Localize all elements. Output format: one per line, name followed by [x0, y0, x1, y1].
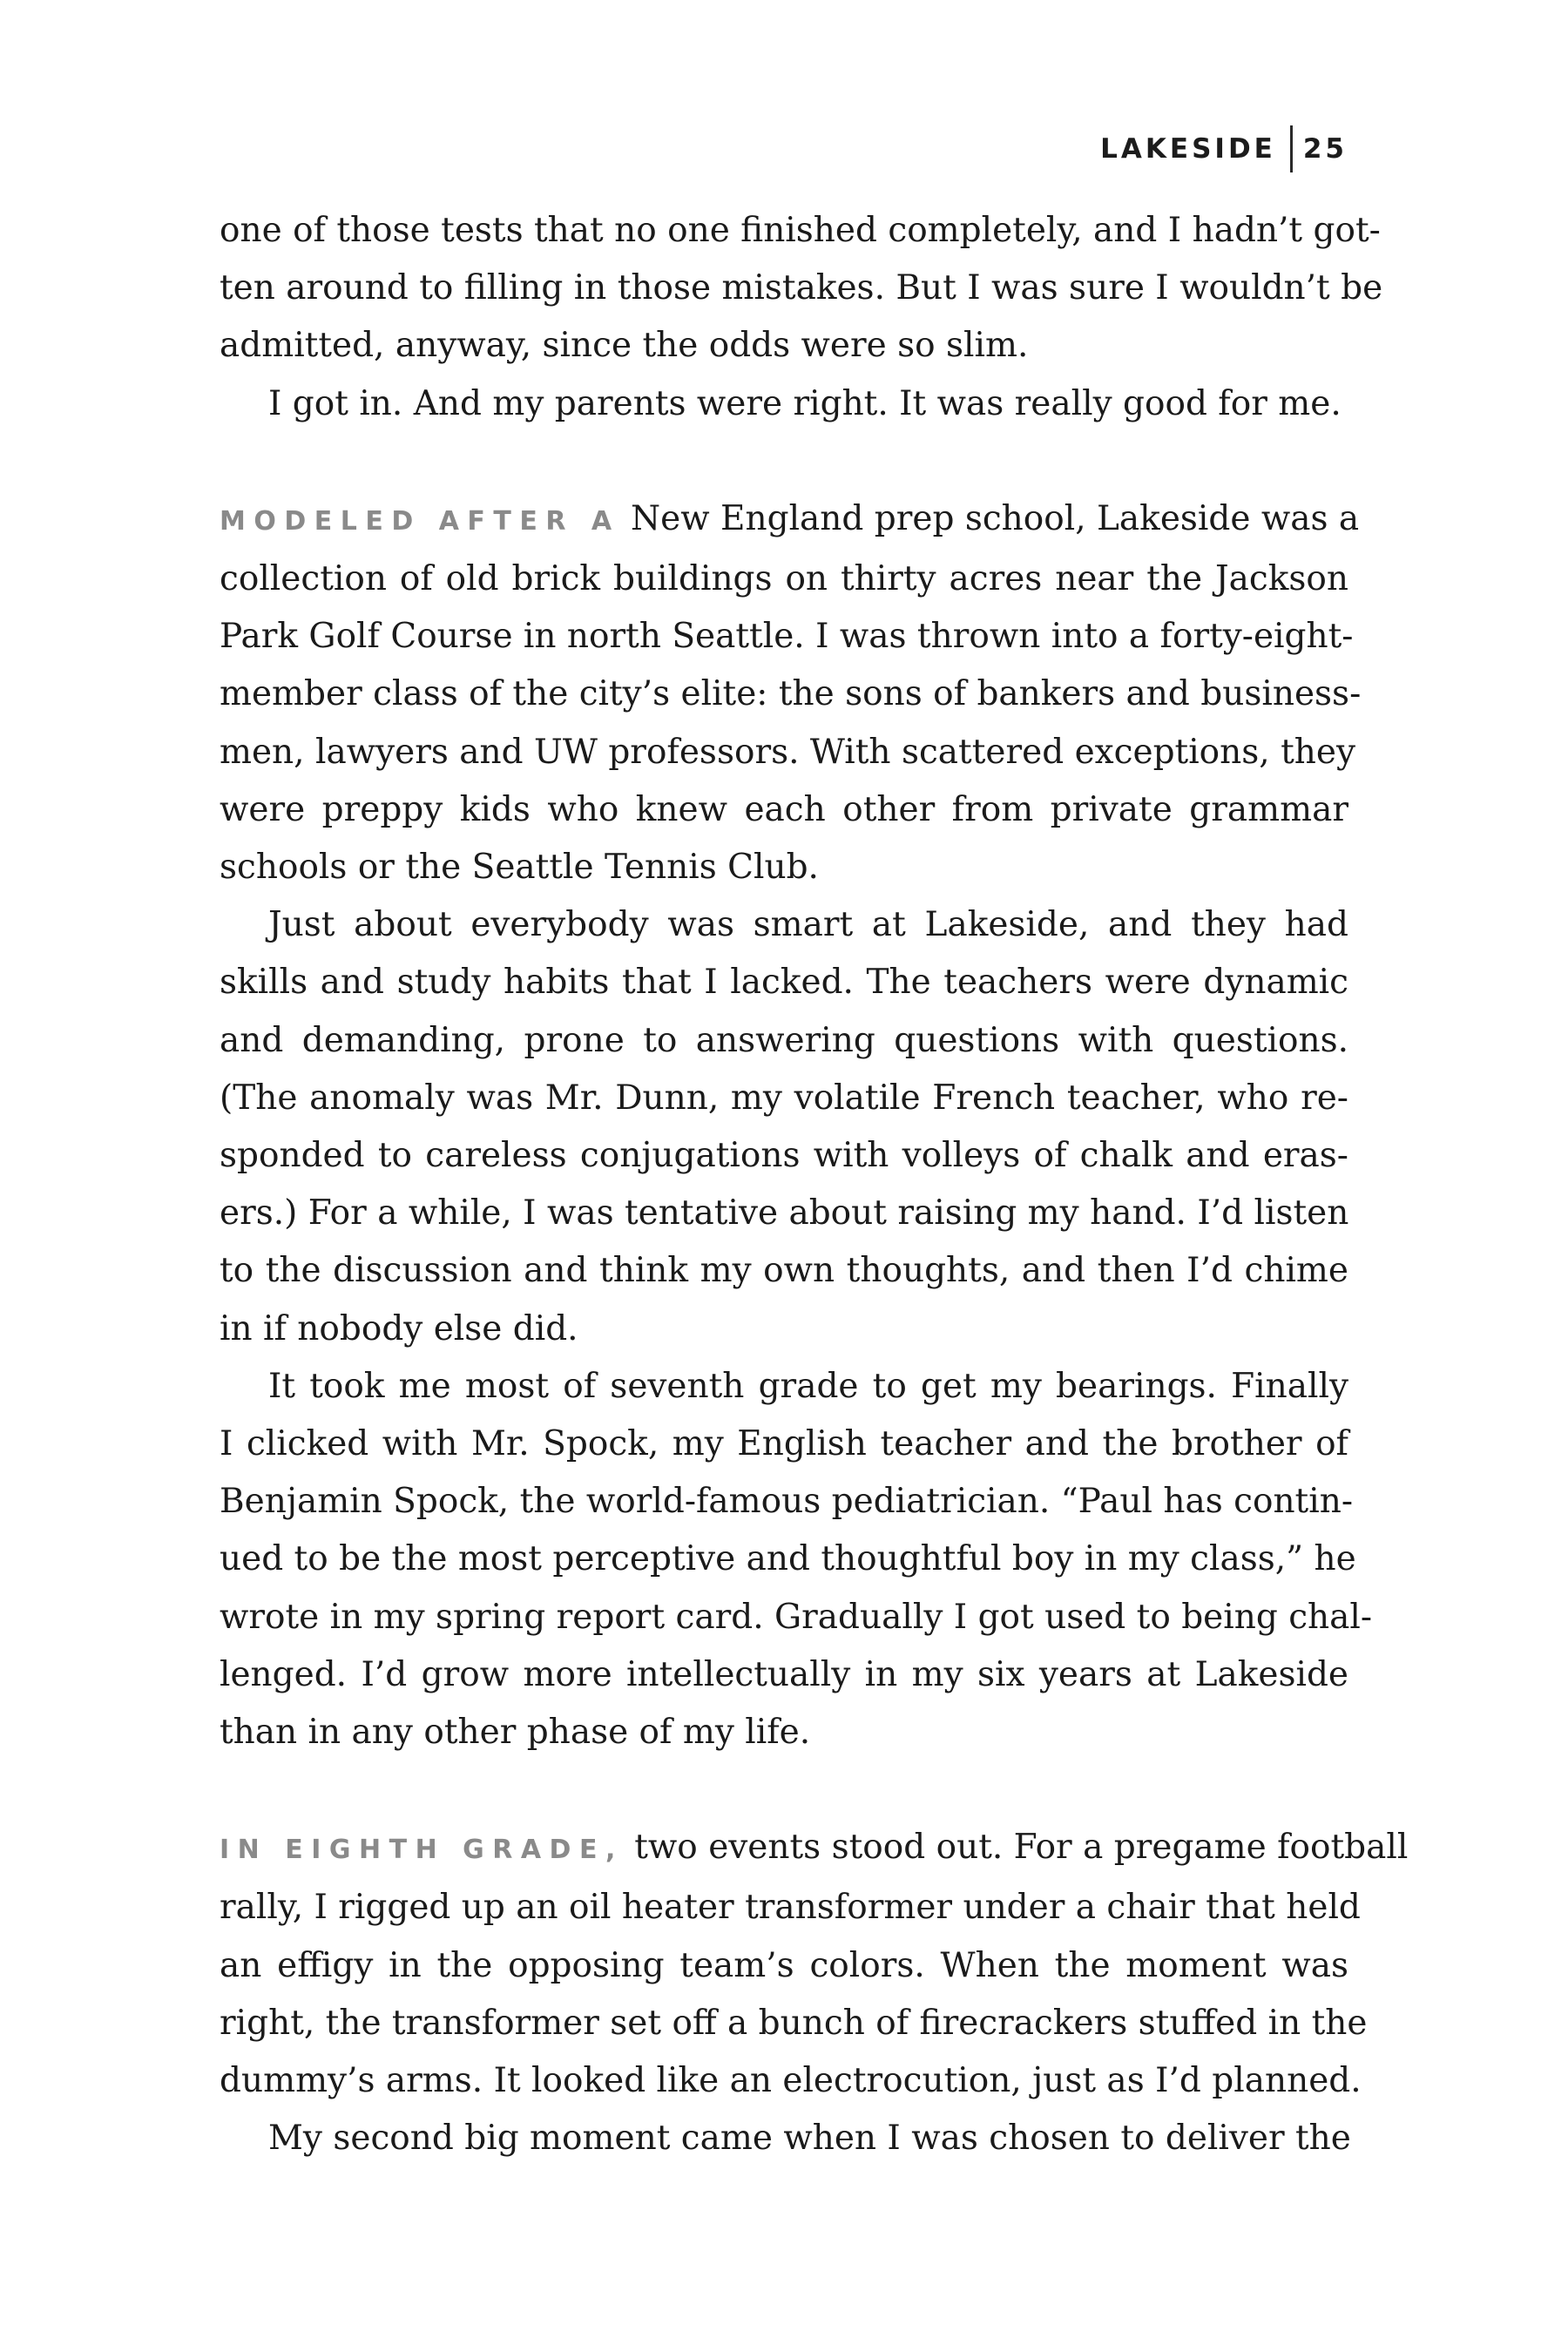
text-line: an effigy in the opposing team’s colors. When the moment was [220, 1945, 1348, 1985]
text-line [220, 1819, 1409, 1879]
text-line: in if nobody else did. [220, 1308, 578, 1348]
text-line: Benjamin Spock, the world-famous pediatrician. “Paul has contin- [220, 1482, 1353, 1522]
text-line: lenged. I’d grow more intellectually in my six years at Lakeside [220, 1654, 1348, 1694]
text-line: Just about everybody was smart at Lakeside, and they had [268, 905, 1348, 945]
text-line: ers.) For a while, I was tentative about raising my hand. I’d listen [220, 1193, 1349, 1233]
text-line: ten around to filling in those mistakes. But I was sure I wouldn’t be [220, 268, 1383, 308]
section-title: LAKESIDE [1100, 133, 1276, 165]
text-line: right, the transformer set off a bunch of firecrackers stuffed in the [220, 2003, 1368, 2043]
section-lead-in: MODELED AFTER A [220, 505, 620, 537]
section-break [220, 433, 1348, 490]
text-line: member class of the city’s elite: the sons of bankers and business- [220, 674, 1362, 714]
line-text: New England prep school, Lakeside was a [619, 498, 1360, 538]
text-line: were preppy kids who knew each other from private grammar [220, 789, 1348, 829]
text-line: admitted, anyway, since the odds were so slim. [220, 326, 1029, 366]
section-break [220, 1761, 1348, 1819]
text-line: than in any other phase of my life. [220, 1713, 811, 1753]
text-line: It took me most of seventh grade to get my bearings. Finally [268, 1366, 1348, 1406]
text-line: rally, I rigged up an oil heater transformer under a chair that held [220, 1888, 1361, 1928]
text-line: (The anomaly was Mr. Dunn, my volatile French teacher, who re- [220, 1078, 1348, 1118]
text-line: and demanding, prone to answering questions with questions. [220, 1020, 1348, 1060]
text-line: Park Golf Course in north Seattle. I was thrown into a forty-eight- [220, 617, 1354, 657]
text-line: sponded to careless conjugations with volleys of chalk and eras- [220, 1136, 1348, 1176]
text-line: men, lawyers and UW professors. With scattered exceptions, they [220, 732, 1355, 772]
text-line: ued to be the most perceptive and thoughtful boy in my class,” he [220, 1539, 1356, 1579]
text-line: I got in. And my parents were right. It was really good for me. [268, 383, 1342, 423]
text-line: to the discussion and think my own thoughts, and then I’d chime [220, 1251, 1348, 1291]
header-divider [1290, 125, 1293, 172]
text-line: My second big moment came when I was chosen to deliver the [268, 2119, 1351, 2159]
line-text: two events stood out. For a pregame football [623, 1828, 1409, 1868]
page-number: 25 [1302, 133, 1348, 165]
text-line: schools or the Seattle Tennis Club. [220, 848, 819, 888]
text-line: I clicked with Mr. Spock, my English teacher and the brother of [220, 1424, 1348, 1464]
text-line: dummy’s arms. It looked like an electrocution, just as I’d planned. [220, 2061, 1362, 2101]
text-line: skills and study habits that I lacked. The teachers were dynamic [220, 963, 1348, 1003]
running-head [1100, 127, 1348, 171]
body-text [220, 202, 1409, 2168]
text-line: one of those tests that no one finished completely, and I hadn’t got- [220, 211, 1381, 250]
text-line [220, 490, 1360, 551]
text-line: collection of old brick buildings on thirty acres near the Jackson [220, 559, 1348, 599]
section-lead-in: IN EIGHTH GRADE, [220, 1835, 624, 1866]
text-line: wrote in my spring report card. Gradually I got used to being chal- [220, 1597, 1373, 1637]
